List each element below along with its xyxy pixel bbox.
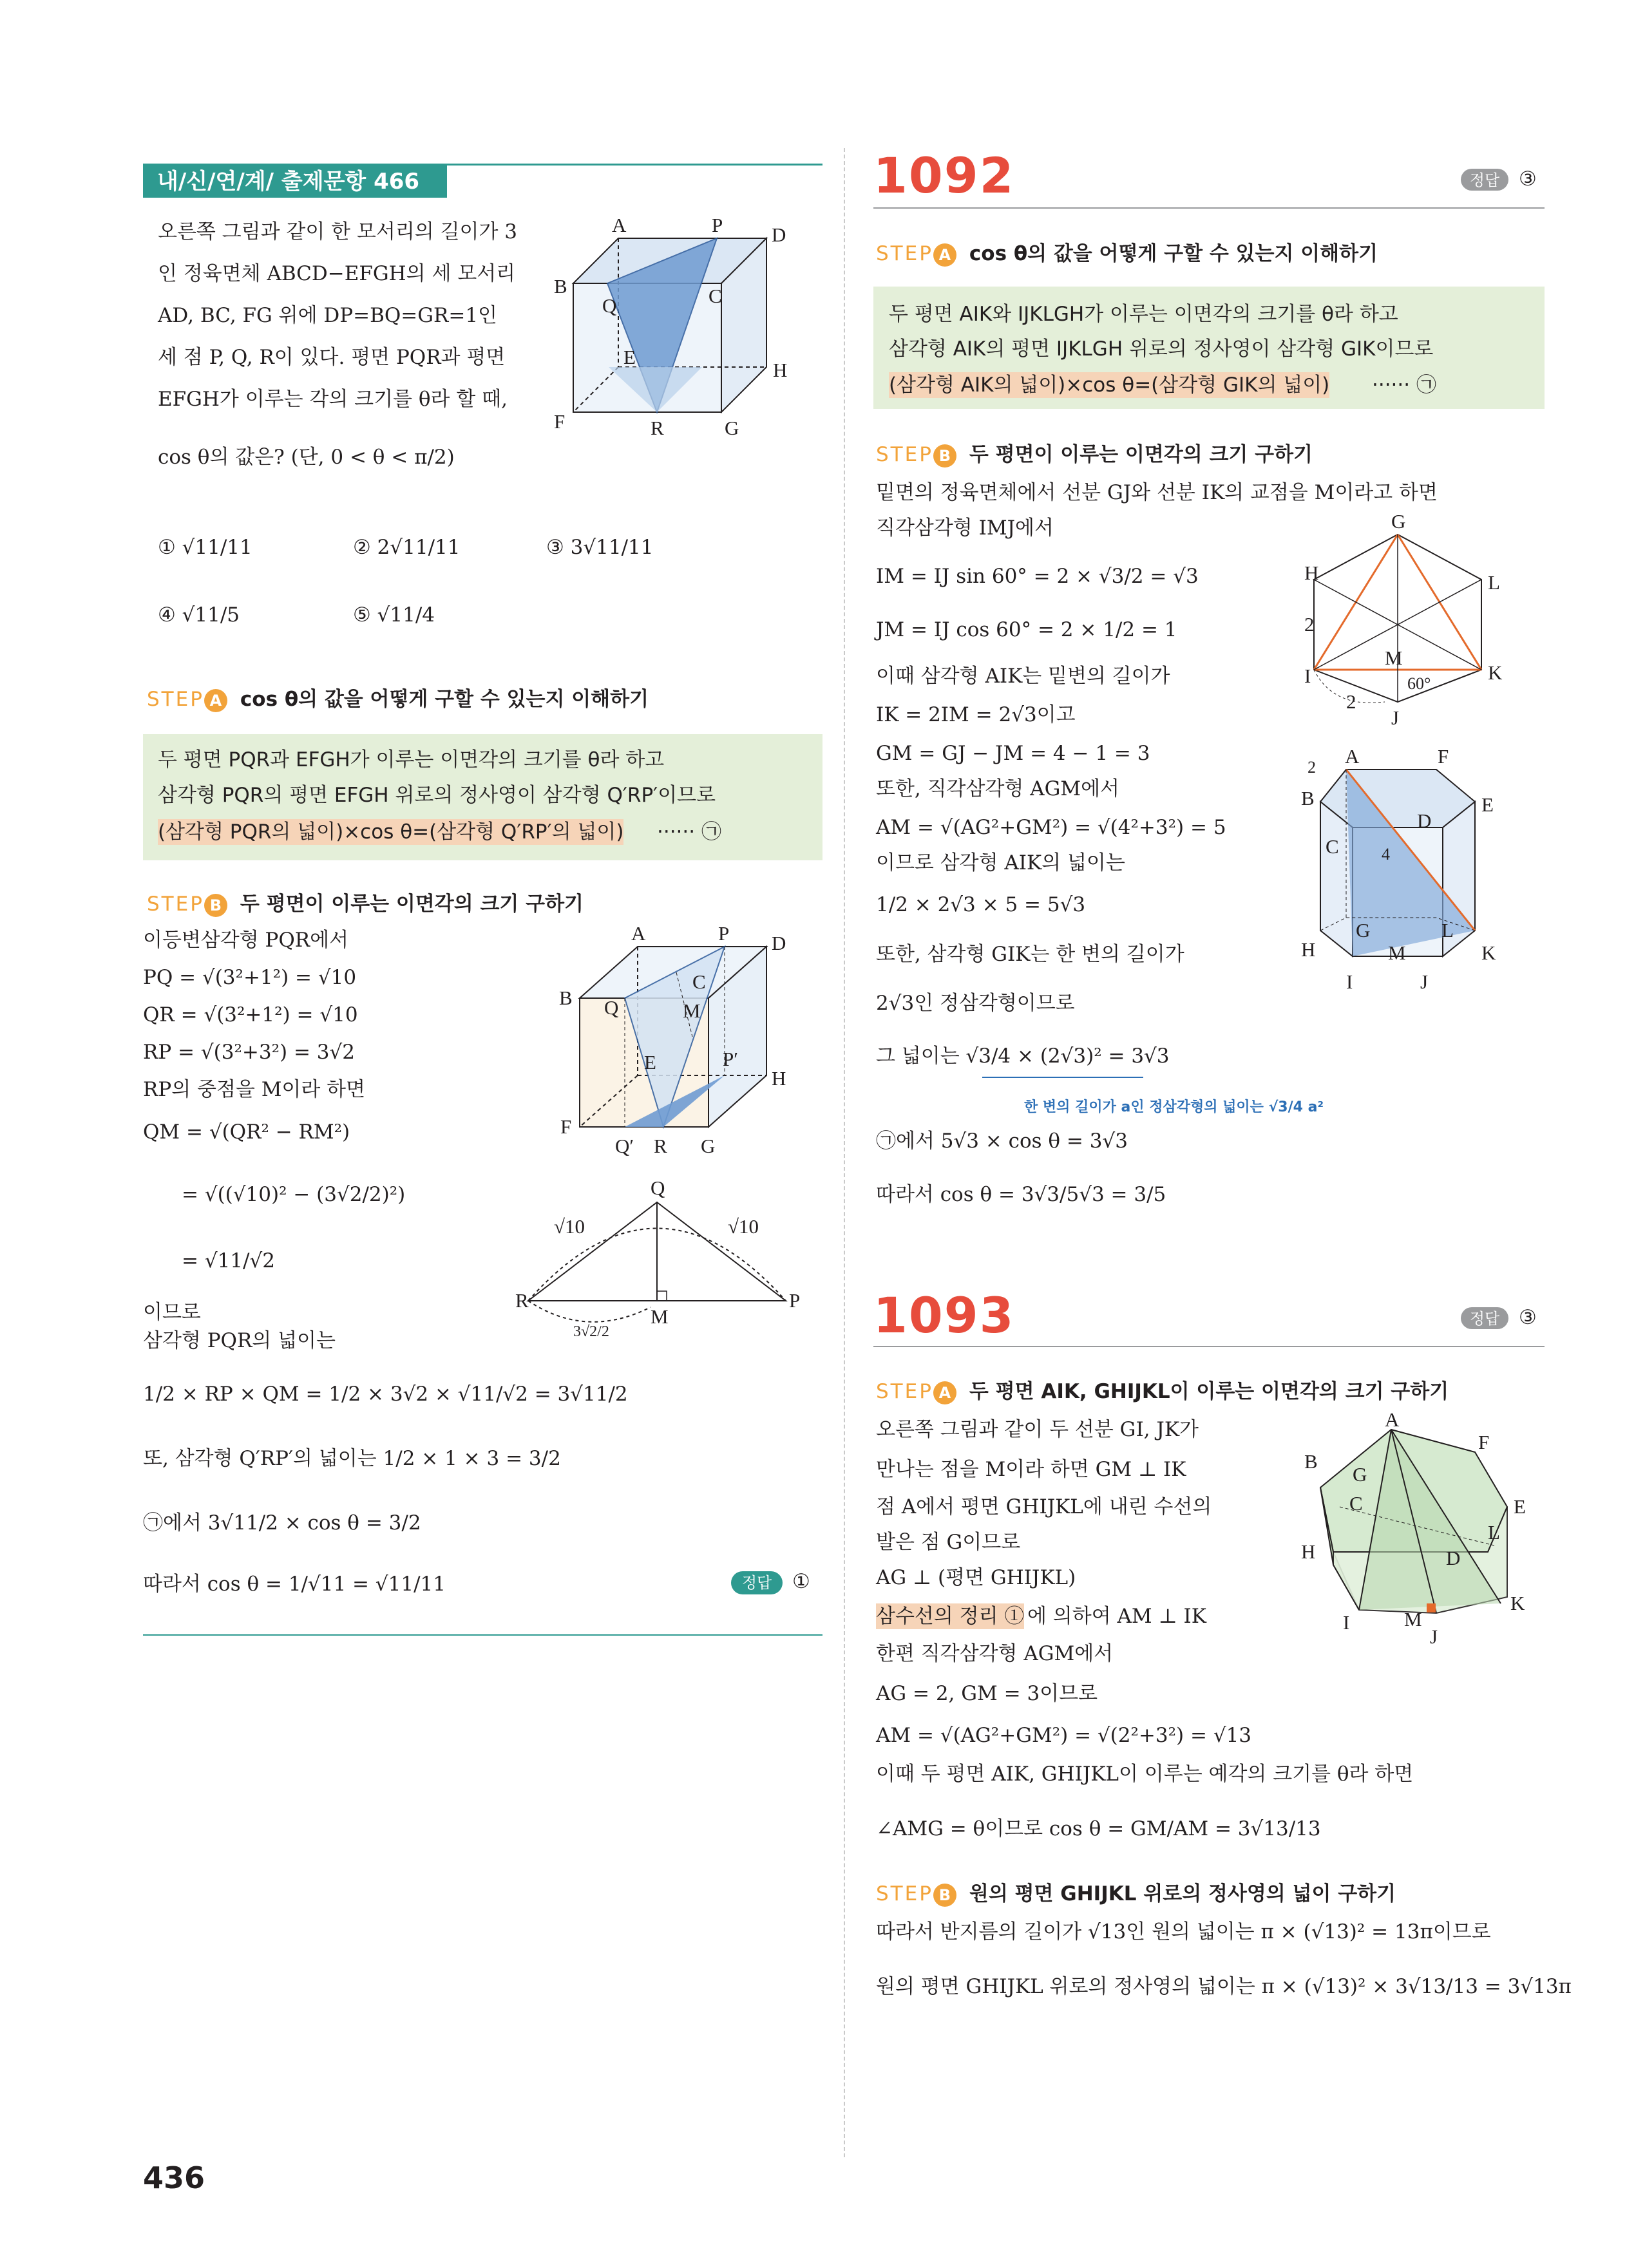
- solution-line: PQ = √(3²+1²) = √10: [143, 966, 357, 989]
- prism-label: K: [1481, 941, 1496, 964]
- solution-line: 만나는 점을 M이라 하면 GM ⊥ IK: [876, 1458, 1186, 1481]
- fig1093-label: L: [1488, 1521, 1500, 1544]
- fig2-label: M: [683, 999, 701, 1022]
- solution-line: 이므로 삼각형 AIK의 넓이는: [876, 851, 1125, 874]
- solution-line: 1/2 × 2√3 × 5 = 5√3: [876, 893, 1086, 916]
- choice-5: ⑤ √11/4: [353, 603, 435, 627]
- answer-value-1092: ③: [1519, 167, 1537, 191]
- prism-label: I: [1346, 970, 1353, 993]
- solution-line: GM = GJ − JM = 4 − 1 = 3: [876, 742, 1150, 765]
- fig3-label: √10: [554, 1215, 585, 1238]
- solution-line: ∠AMG = θ이므로 cos θ = GM/AM = 3√13/13: [876, 1817, 1321, 1840]
- answer-value-1093: ③: [1519, 1306, 1537, 1329]
- prism-label: M: [1388, 941, 1406, 964]
- left-bottom-rule: [143, 1634, 822, 1636]
- rule-1093: [873, 1346, 1545, 1347]
- fig3-label: 3√2/2: [573, 1323, 609, 1340]
- prism-label: L: [1441, 919, 1454, 941]
- prism-label: E: [1481, 793, 1494, 816]
- fig2-label: F: [560, 1115, 572, 1138]
- hex-label: J: [1391, 706, 1400, 729]
- prism-figure: [1295, 745, 1526, 1008]
- prism-label: J: [1420, 970, 1429, 993]
- solution-line: 발은 점 G이므로: [876, 1531, 1021, 1554]
- tip-note: 한 변의 길이가 a인 정삼각형의 넓이는 √3/4 a²: [1024, 1099, 1324, 1115]
- solution-line: ㉠에서 5√3 × cos θ = 3√3: [876, 1129, 1128, 1153]
- solution-line: 2√3인 정삼각형이므로: [876, 992, 1075, 1015]
- solution-line: 그 넓이는 √3/4 × (2√3)² = 3√3: [876, 1044, 1170, 1068]
- fig1093-label: B: [1304, 1450, 1318, 1473]
- tip-underline: [982, 1077, 1143, 1078]
- box-line-ref: ······ ㉠: [657, 820, 721, 844]
- fig1-label: C: [708, 285, 722, 307]
- fig3-label: P: [789, 1289, 801, 1312]
- solution-line: 따라서 cos θ = 1/√11 = √11/11: [143, 1573, 446, 1596]
- step-b-1092-title: 두 평면이 이루는 이면각의 크기 구하기: [969, 443, 1313, 466]
- solution-line: IK = 2IM = 2√3이고: [876, 703, 1076, 726]
- solution-line: 밑면의 정육면체에서 선분 GJ와 선분 IK의 교점을 M이라고 하면: [876, 481, 1438, 504]
- prism-label: C: [1326, 835, 1339, 858]
- fig2-label: C: [692, 970, 706, 993]
- solution-line: RP의 중점을 M이라 하면: [143, 1078, 366, 1101]
- problem-line: EFGH가 이루는 각의 크기를 θ라 할 때,: [158, 388, 508, 411]
- prism-label: F: [1438, 745, 1449, 768]
- step-b-1092: STEP B 두 평면이 이루는 이면각의 크기 구하기: [876, 443, 1313, 466]
- choice-4: ④ √11/5: [158, 603, 240, 627]
- step-a-1093-title: 두 평면 AIK, GHIJKL이 이루는 이면각의 크기 구하기: [969, 1380, 1449, 1403]
- fig3-label: Q: [651, 1177, 665, 1199]
- fig2-label: P′: [723, 1048, 739, 1070]
- prism-label: B: [1301, 787, 1315, 809]
- solution-line: 또, 삼각형 Q′RP′의 넓이는 1/2 × 1 × 3 = 3/2: [143, 1447, 561, 1470]
- choice-3: ③ 3√11/11: [546, 536, 654, 559]
- solution-line: 이때 두 평면 AIK, GHIJKL이 이루는 예각의 크기를 θ라 하면: [876, 1762, 1414, 1786]
- hex-label: H: [1304, 562, 1319, 584]
- problem-number-1092: 1092: [873, 147, 1015, 204]
- prism-label: G: [1356, 919, 1371, 941]
- solution-line: AM = √(AG²+GM²) = √(2²+3²) = √13: [876, 1724, 1252, 1747]
- fig3-label: M: [651, 1305, 669, 1328]
- answer-value: ①: [792, 1570, 810, 1593]
- fig1093-label: J: [1430, 1625, 1438, 1648]
- fig1-label: D: [772, 223, 786, 246]
- solution-line: 1/2 × RP × QM = 1/2 × 3√2 × √11/√2 = 3√11/2: [143, 1383, 628, 1406]
- solution-line: AG ⊥ (평면 GHIJKL): [876, 1566, 1076, 1589]
- step-a-1092-title: cos θ의 값을 어떻게 구할 수 있는지 이해하기: [969, 242, 1378, 265]
- answer-badge-1093: 정답: [1461, 1307, 1508, 1329]
- hex-label: I: [1304, 665, 1311, 687]
- fig2-label: E: [644, 1051, 656, 1073]
- box-line: 삼각형 AIK의 평면 IJKLGH 위로의 정사영이 삼각형 GIK이므로: [889, 337, 1434, 361]
- solution-line: ㉠에서 3√11/2 × cos θ = 3/2: [143, 1511, 421, 1535]
- solution-line: 오른쪽 그림과 같이 두 선분 GI, JK가: [876, 1418, 1199, 1441]
- problem-header-tab: [143, 165, 447, 198]
- hex-label: K: [1488, 661, 1503, 684]
- fig2-label: G: [701, 1135, 716, 1157]
- fig3-label: √10: [728, 1215, 759, 1238]
- box-line: 두 평면 PQR과 EFGH가 이루는 이면각의 크기를 θ라 하고: [158, 748, 665, 771]
- fig1-label: Q: [602, 294, 617, 317]
- hex-label: 60°: [1407, 674, 1431, 693]
- hex-label: G: [1391, 510, 1406, 533]
- step-a-1093: STEP A 두 평면 AIK, GHIJKL이 이루는 이면각의 크기 구하기: [876, 1380, 1449, 1403]
- solution-line: AG = 2, GM = 3이므로: [876, 1682, 1098, 1705]
- problem-header-title: 내/신/연/계/ 출제문항 466: [157, 169, 420, 194]
- problem-number-1093: 1093: [873, 1287, 1015, 1344]
- fig2-label: A: [631, 922, 646, 945]
- problem-line: cos θ의 값은? (단, 0 < θ < π/2): [158, 446, 455, 469]
- fig1093-label: A: [1385, 1408, 1400, 1431]
- problem-line: 오른쪽 그림과 같이 한 모서리의 길이가 3: [158, 220, 517, 243]
- solution-line: 삼각형 PQR의 넓이는: [143, 1329, 336, 1352]
- fig1-label: R: [651, 417, 664, 439]
- solution-line: = √11/√2: [182, 1249, 275, 1272]
- fig1-label: A: [612, 214, 627, 236]
- problem-line: AD, BC, FG 위에 DP=BQ=GR=1인: [158, 304, 498, 327]
- cube-figure-2: [554, 922, 824, 1172]
- solution-line: 또한, 삼각형 GIK는 한 변의 길이가: [876, 943, 1184, 966]
- cube-figure-1: [554, 214, 824, 451]
- fig1093-label: I: [1343, 1611, 1350, 1634]
- solution-line: 이때 삼각형 AIK는 밑변의 길이가: [876, 665, 1170, 688]
- solution-line: 따라서 반지름의 길이가 √13인 원의 넓이는 π × (√13)² = 13π이므로: [876, 1920, 1491, 1943]
- step-b-1093: STEP B 원의 평면 GHIJKL 위로의 정사영의 넓이 구하기: [876, 1882, 1396, 1905]
- box-line-highlight: (삼각형 AIK의 넓이)×cos θ=(삼각형 GIK의 넓이): [889, 373, 1330, 397]
- solution-line: 원의 평면 GHIJKL 위로의 정사영의 넓이는 π × (√13)² × 3√13/13 = 3√13π: [876, 1975, 1572, 1998]
- fig3-label: R: [515, 1289, 529, 1312]
- hex-label: 2: [1346, 690, 1356, 713]
- solution-line: 따라서 cos θ = 3√3/5√3 = 3/5: [876, 1183, 1166, 1206]
- hexagon-figure: [1295, 510, 1526, 729]
- problem-line: 세 점 P, Q, R이 있다. 평면 PQR과 평면: [158, 346, 506, 369]
- theorem-highlight: 삼수선의 정리 ①: [876, 1605, 1025, 1628]
- fig2-label: B: [559, 987, 573, 1009]
- box-line: 두 평면 AIK와 IJKLGH가 이루는 이면각의 크기를 θ라 하고: [889, 303, 1398, 326]
- left-step-b-title: 두 평면이 이루는 이면각의 크기 구하기: [240, 893, 584, 916]
- triangle-figure: [515, 1177, 801, 1349]
- fig1-label: B: [554, 275, 567, 298]
- solution-line: AM = √(AG²+GM²) = √(4²+3²) = 5: [876, 816, 1226, 839]
- fig2-label: D: [772, 932, 786, 954]
- box-line-highlight: (삼각형 PQR의 넓이)×cos θ=(삼각형 Q′RP′의 넓이): [158, 820, 624, 844]
- answer-badge-1092: 정답: [1461, 169, 1508, 191]
- prism-label: D: [1417, 809, 1432, 832]
- prism-figure-1093: [1295, 1408, 1552, 1649]
- fig1093-label: D: [1446, 1547, 1461, 1569]
- fig2-label: P: [718, 922, 730, 945]
- solution-line: QM = √(QR² − RM²): [143, 1120, 350, 1144]
- fig1093-label: H: [1301, 1540, 1316, 1563]
- left-step-a-title: cos θ의 값을 어떻게 구할 수 있는지 이해하기: [240, 688, 649, 711]
- solution-line: IM = IJ sin 60° = 2 × √3/2 = √3: [876, 565, 1199, 588]
- fig1093-label: G: [1353, 1463, 1367, 1486]
- fig1093-label: E: [1514, 1495, 1526, 1518]
- fig1093-label: K: [1510, 1592, 1525, 1614]
- fig1093-label: M: [1404, 1608, 1422, 1630]
- answer-badge: 정답: [731, 1571, 783, 1594]
- fig2-label: Q: [604, 996, 619, 1019]
- prism-label: H: [1301, 938, 1316, 961]
- fig1093-label: C: [1349, 1492, 1363, 1515]
- fig2-label: H: [772, 1067, 786, 1090]
- solution-line: JM = IJ cos 60° = 2 × 1/2 = 1: [876, 618, 1177, 641]
- solution-line: 한편 직각삼각형 AGM에서: [876, 1642, 1114, 1665]
- step-a-1092: STEP A cos θ의 값을 어떻게 구할 수 있는지 이해하기: [876, 242, 1378, 265]
- box-line-ref: ······ ㉠: [1372, 373, 1436, 397]
- hex-label: L: [1488, 571, 1500, 594]
- column-divider: [844, 148, 845, 2157]
- solution-line: 또한, 직각삼각형 AGM에서: [876, 777, 1119, 800]
- fig1-label: G: [725, 417, 739, 439]
- fig1093-label: F: [1478, 1431, 1490, 1453]
- prism-label: A: [1345, 745, 1360, 768]
- page-number: 436: [143, 2160, 205, 2195]
- fig1-label: E: [623, 346, 636, 368]
- box-line: 삼각형 PQR의 평면 EFGH 위로의 정사영이 삼각형 Q′RP′이므로: [158, 784, 716, 807]
- step-b-1093-title: 원의 평면 GHIJKL 위로의 정사영의 넓이 구하기: [969, 1882, 1396, 1905]
- choice-1: ① √11/11: [158, 536, 252, 559]
- fig2-label: R: [654, 1135, 667, 1157]
- solution-line: 이므로: [143, 1301, 201, 1324]
- choice-2: ② 2√11/11: [353, 536, 461, 559]
- solution-line: 에 의하여 AM ⊥ IK: [1027, 1605, 1206, 1628]
- prism-label: 4: [1382, 845, 1390, 864]
- solution-line: QR = √(3²+1²) = √10: [143, 1003, 358, 1026]
- fig1-label: F: [554, 410, 566, 433]
- solution-line: RP = √(3²+3²) = 3√2: [143, 1041, 355, 1064]
- fig1-label: H: [773, 359, 788, 381]
- solution-line: = √((√10)² − (3√2/2)²): [182, 1183, 406, 1206]
- prism-label: 2: [1307, 758, 1316, 777]
- solution-line: 이등변삼각형 PQR에서: [143, 929, 349, 952]
- problem-line: 인 정육면체 ABCD−EFGH의 세 모서리: [158, 262, 516, 285]
- solution-line: 점 A에서 평면 GHIJKL에 내린 수선의: [876, 1495, 1212, 1518]
- rule-1092: [873, 207, 1545, 209]
- hex-label: 2: [1304, 613, 1315, 636]
- fig1-label: P: [712, 214, 723, 236]
- solution-line: 직각삼각형 IMJ에서: [876, 516, 1054, 540]
- fig2-label: Q′: [615, 1135, 634, 1157]
- hex-label: M: [1385, 647, 1403, 669]
- left-step-b: STEP B 두 평면이 이루는 이면각의 크기 구하기: [147, 893, 584, 916]
- left-step-a: STEP A cos θ의 값을 어떻게 구할 수 있는지 이해하기: [147, 688, 649, 711]
